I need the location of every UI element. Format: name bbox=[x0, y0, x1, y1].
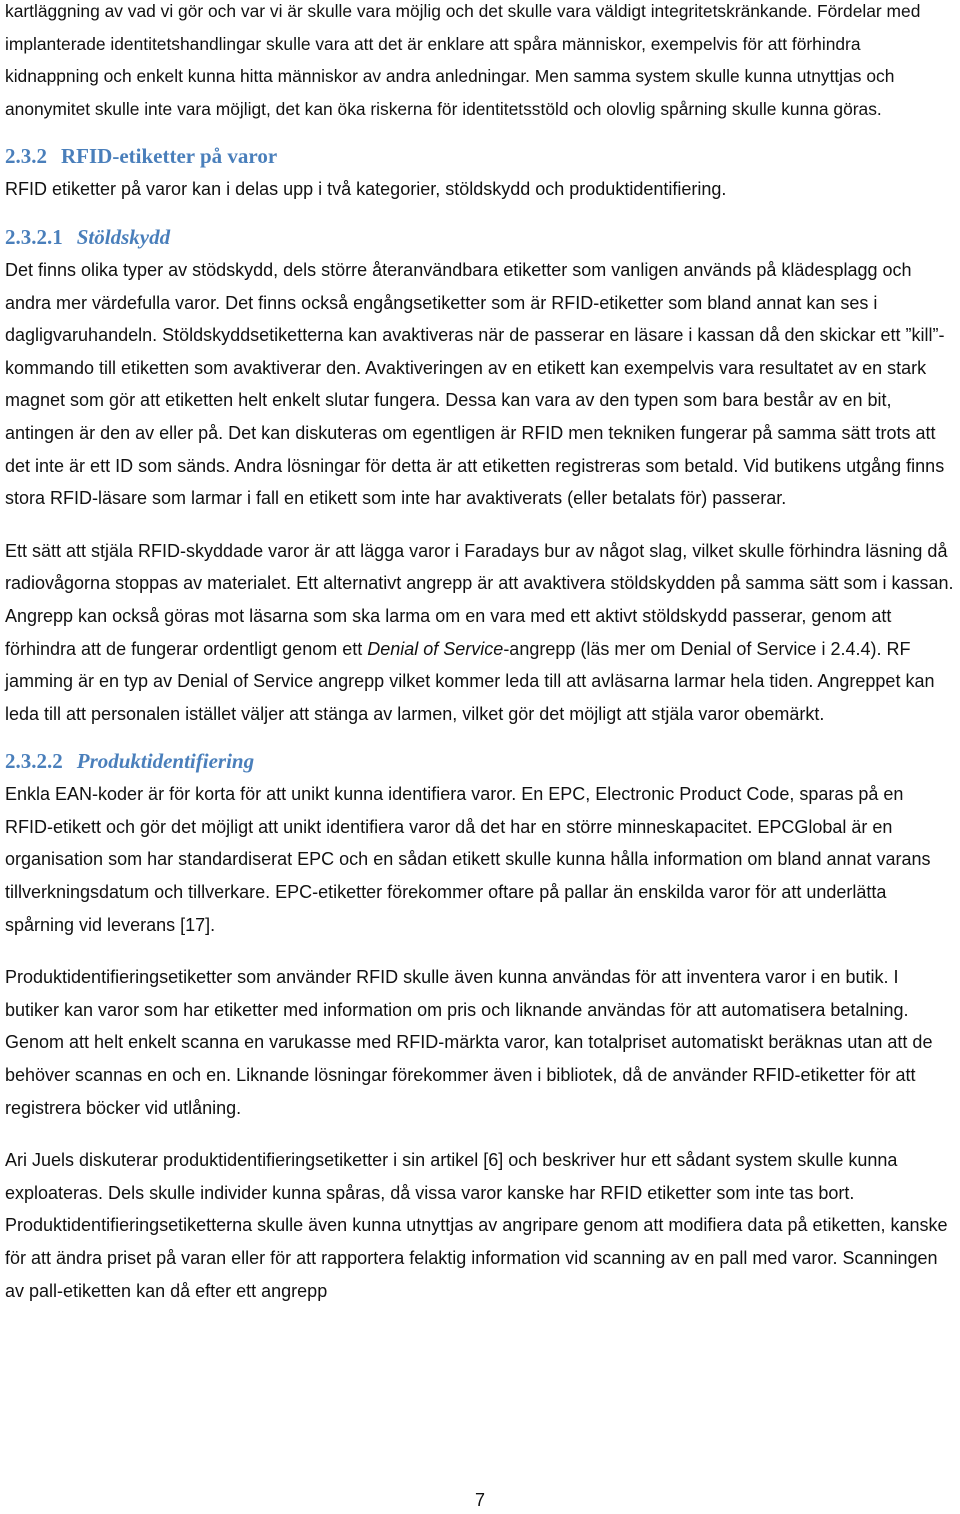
stoldskydd-paragraph-1: Det finns olika typer av stödskydd, dels större återanvändbara etiketter som vanligen används på klädesplagg och andra mer värdefulla varor. Det finns också engångsetiketter som är RFID-etiketter som bland annat kan ses i dagligvaruhandeln. Stöldskyddsetiketterna kan avaktiveras när de passerar en läsare i kassan då den skickar ett ”kill”-kommando till etiketten som avaktiverar den. Avaktiveringen av en etikett kan exempelvis vara resultatet av en stark magnet som gör att etiketten helt enkelt slutar fungera. Dessa kan vara av den typen som bara består av en bit, antingen är den av eller på. Det kan diskuteras om egentligen är RFID men tekniken fungerar på samma sätt trots att det inte är ett ID som sänds. Andra lösningar för detta är att etiketten registreras som betald. Vid butikens utgång finns stora RFID-läsare som larmar i fall en etikett som inte har avaktiverats (eller betalats för) passerar. bbox=[5, 259, 945, 509]
section-number: 2.3.2 bbox=[5, 144, 47, 169]
section-heading bbox=[5, 139, 955, 173]
paragraph-italic-term: Denial of Service bbox=[367, 638, 504, 659]
subsection-title: Produktidentifiering bbox=[76, 749, 255, 774]
subsection-number: 2.3.2.2 bbox=[5, 749, 63, 774]
page-content bbox=[5, 0, 955, 1307]
section-title: RFID-etiketter på varor bbox=[61, 144, 278, 169]
intro-paragraph: kartläggning av vad vi gör och var vi är skulle vara möjlig och det skulle vara väldigt integritetskränkande. Fördelar med implanterade identitetshandlingar skulle vara att det är enklare att spåra människor, exempelvis för att förhindra kidnappning och enkelt kunna hitta människor av andra anledningar. Men samma system skulle kunna utnyttjas och anonymitet skulle inte vara möjligt, det kan öka riskerna för identitetsstöld och olovlig spårning skulle kunna göras. bbox=[5, 1, 921, 119]
produktidentifiering-paragraph-2: Produktidentifieringsetiketter som använder RFID skulle även kunna användas för att inventera varor i en butik. I butiker kan varor som har etiketter med information om pris och liknande användas för att automatisera betalning. Genom att helt enkelt scanna en varukasse med RFID-märkta varor, kan totalpriset automatiskt beräknas utan att de behöver scannas en och en. Liknande lösningar förekommer även i bibliotek, då de använder RFID-etiketter för att registrera böcker vid utlåning. bbox=[5, 967, 933, 1118]
stoldskydd-paragraph-2 bbox=[5, 535, 955, 731]
paragraph-text: Ett sätt att stjäla RFID-skyddade varor är att lägga varor i Faradays bur av något slag, vilket skulle förhindra läsning då radiovågorna stoppas av materialet. Ett alternativt angrepp är att avaktivera stöldskydden på samma sätt som i kassan. Angrepp kan också göras mot läsarna som ska larma om en vara med ett aktivt stöldskydd passerar, genom att förhindra att de fungerar ordentligt genom ett bbox=[5, 540, 954, 659]
subsection-heading-produktidentifiering bbox=[5, 744, 955, 778]
section-paragraph: RFID etiketter på varor kan i delas upp i två kategorier, stöldskydd och produktidentifiering. bbox=[5, 179, 727, 200]
paragraph-text: -angrepp (läs mer om Denial of Service i 2.4.4). RF jamming är en typ av Denial of Service angrepp vilket kommer leda till att avläsarna larmar hela tiden. Angreppet kan leda till att personalen istället väljer att stänga av larmen, vilket gör det möjligt att stjäla varor obemärkt. bbox=[5, 638, 935, 724]
subsection-heading-stoldskydd bbox=[5, 220, 955, 254]
subsection-title: Stöldskydd bbox=[76, 224, 171, 249]
subsection-number: 2.3.2.1 bbox=[5, 224, 63, 249]
produktidentifiering-paragraph-1: Enkla EAN-koder är för korta för att unikt kunna identifiera varor. En EPC, Electronic Product Code, sparas på en RFID-etikett och gör det möjligt att unikt identifiera varor då det har en större minneskapacitet. EPCGlobal är en organisation som har standardiserat EPC och en sådan etikett skulle kunna hålla information om bland annat varans tillverkningsdatum och tillverkare. EPC-etiketter förekommer oftare på pallar än enskilda varor för att underlätta spårning vid leverans [17]. bbox=[5, 784, 931, 935]
page-number: 7 bbox=[474, 1490, 485, 1510]
produktidentifiering-paragraph-3: Ari Juels diskuterar produktidentifieringsetiketter i sin artikel [6] och beskriver hur ett sådant system skulle kunna exploateras. Dels skulle individer kunna spåras, då vissa varor kanske har RFID etiketter som inte tas bort. Produktidentifieringsetiketterna skulle även kunna utnyttjas av angripare genom att modifiera data på etiketten, kanske för att ändra priset på varan eller för att rapportera felaktig information vid scanning av en pall med varor. Scanningen av pall-etiketten kan då efter ett angrepp bbox=[5, 1150, 948, 1301]
